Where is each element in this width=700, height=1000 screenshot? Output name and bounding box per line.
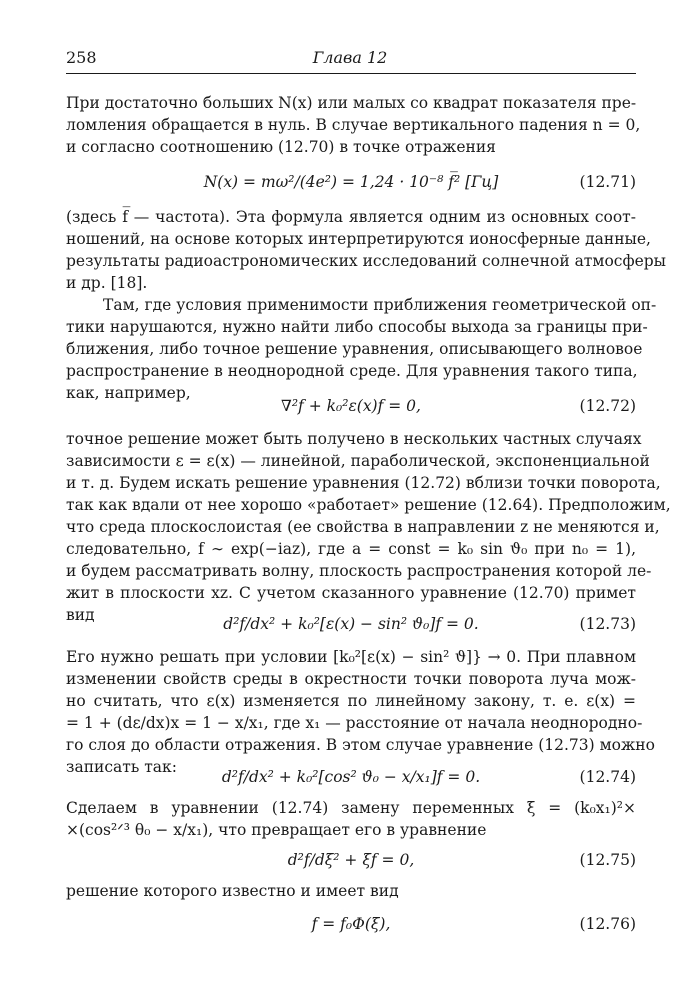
text-line: как, например, [66, 384, 191, 402]
equation-number: (12.76) [579, 915, 636, 933]
equation-formula: d²f/dx² + k₀²[ε(x) − sin² ϑ₀]f = 0. [223, 615, 479, 633]
header-rule [66, 73, 636, 74]
equation-12-76 [66, 912, 636, 936]
text-line: ближения, либо точное решение уравнения, описывающего волновое [66, 340, 643, 358]
equation-number: (12.72) [579, 397, 636, 415]
text-line: следовательно, f ∼ exp(−iaz), где a = const = k₀ sin ϑ₀ при n₀ = 1), [66, 540, 636, 558]
text-line: изменении свойств среды в окрестности точки поворота луча мож- [66, 670, 636, 688]
text-line: ×(cos²ᐟ³ θ₀ − x/x₁), что превращает его в уравнение [66, 821, 487, 839]
text-line: вид [66, 606, 95, 624]
equation-12-75 [66, 848, 636, 872]
equation-formula: f = f₀Φ(ξ), [311, 915, 391, 933]
text-line: и согласно соотношению (12.70) в точке отражения [66, 138, 496, 156]
text-line: (здесь f̅ — частота). Эта формула является одним из основных соот- [66, 208, 636, 226]
equation-12-71 [66, 170, 636, 194]
text-line: точное решение может быть получено в нескольких частных случаях [66, 430, 642, 448]
text-line: результаты радиоастрономических исследований солнечной атмосферы [66, 252, 667, 270]
text-line: но считать, что ε(x) изменяется по линейному закону, т. е. ε(x) = [66, 692, 636, 710]
text-line: зависимости ε = ε(x) — линейной, параболической, экспоненциальной [66, 452, 650, 470]
text-line: тики нарушаются, нужно найти либо способы выхода за границы при- [66, 318, 648, 336]
text-line: Его нужно решать при условии [k₀²[ε(x) − sin² ϑ]} → 0. При плавном [66, 648, 636, 666]
equation-number: (12.74) [579, 768, 636, 786]
equation-formula: ∇²f + k₀²ε(x)f = 0, [281, 397, 421, 415]
text-line: и др. [18]. [66, 274, 148, 292]
text-line: решение которого известно и имеет вид [66, 882, 399, 900]
equation-number: (12.73) [579, 615, 636, 633]
text-line: записать так: [66, 758, 177, 776]
text-line: Сделаем в уравнении (12.74) замену переменных ξ = (k₀x₁)²× [66, 799, 636, 817]
equation-number: (12.71) [579, 173, 636, 191]
equation-formula: N(x) = mω²/(4e²) = 1,24 · 10⁻⁸ f̅² [Гц] [203, 173, 499, 191]
text-line: ношений, на основе которых интерпретируются ионосферные данные, [66, 230, 651, 248]
text-line: ломления обращается в нуль. В случае вертикального падения n = 0, [66, 116, 641, 134]
equation-12-73 [66, 612, 636, 636]
text-line: = 1 + (dε/dx)x = 1 − x/x₁, где x₁ — расстояние от начала неоднородно- [66, 714, 643, 732]
text-line: Там, где условия применимости приближения геометрической оп- [103, 296, 657, 314]
text-line: го слоя до области отражения. В этом случае уравнение (12.73) можно [66, 736, 655, 754]
text-line: так как вдали от нее хорошо «работает» решение (12.64). Предположим, [66, 496, 671, 514]
equation-number: (12.75) [579, 851, 636, 869]
text-line: что среда плоскослоистая (ее свойства в направлении z не меняются и, [66, 518, 660, 536]
text-line: и т. д. Будем искать решение уравнения (12.72) вблизи точки поворота, [66, 474, 661, 492]
equation-formula: d²f/dξ² + ξf = 0, [287, 851, 415, 869]
text-line: и будем рассматривать волну, плоскость распространения которой ле- [66, 562, 652, 580]
page-number: 258 [66, 48, 97, 67]
equation-12-74 [66, 765, 636, 789]
chapter-title: Глава 12 [312, 48, 388, 67]
text-line: жит в плоскости xz. С учетом сказанного уравнение (12.70) примет [66, 584, 636, 602]
equation-formula: d²f/dx² + k₀²[cos² ϑ₀ − x/x₁]f = 0. [221, 768, 481, 786]
equation-12-72 [66, 394, 636, 418]
text-line: При достаточно больших N(x) или малых со квадрат показателя пре- [66, 94, 637, 112]
text-line: распространение в неоднородной среде. Для уравнения такого типа, [66, 362, 638, 380]
